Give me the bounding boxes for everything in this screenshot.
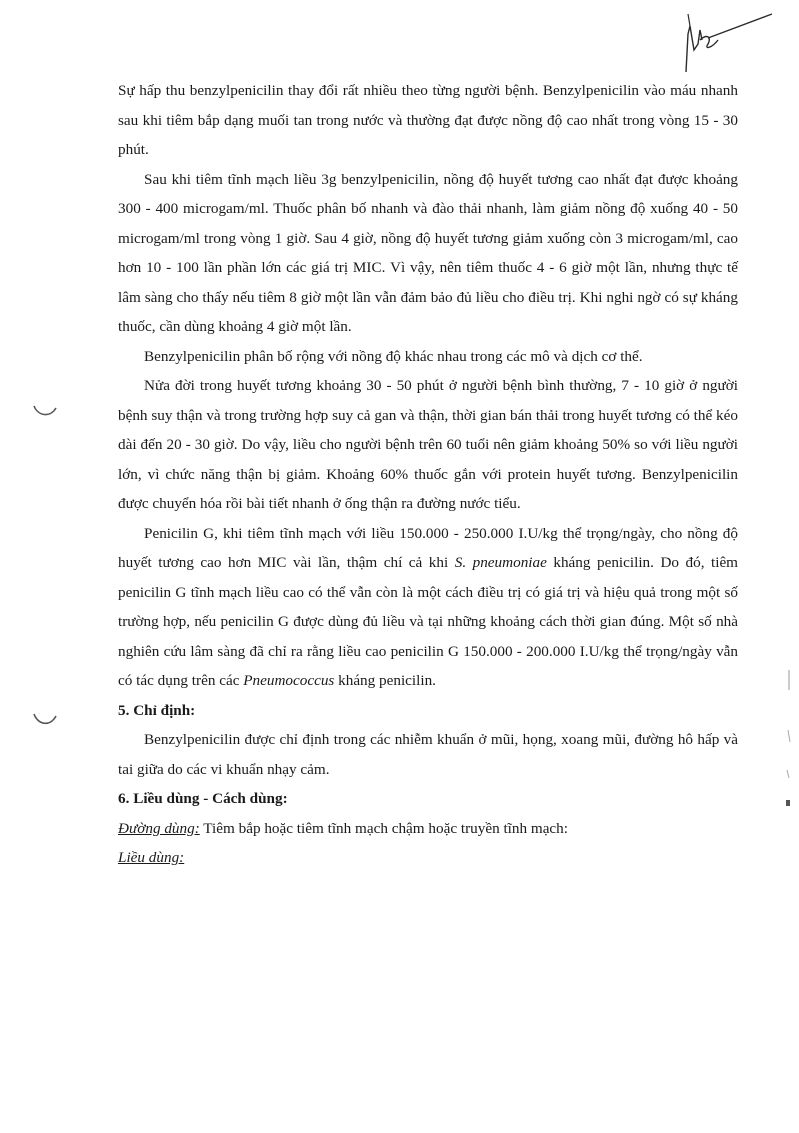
document-body [118, 76, 738, 873]
route-text: Tiêm bắp hoặc tiêm tĩnh mạch chậm hoặc truyền tĩnh mạch: [199, 819, 568, 837]
handwritten-initials [672, 4, 782, 84]
paragraph-half-life: Nửa đời trong huyết tương khoảng 30 - 50 phút ở người bệnh bình thường, 7 - 10 giờ ở người bệnh suy thận và trong trường hợp suy cả gan và thận, thời gian bán thải trong huyết tương có thể kéo dài đến 20 - 30 giờ. Do vậy, liều cho người bệnh trên 60 tuổi nên giảm khoảng 50% so với liều người lớn, vì chức năng thận bị giảm. Khoảng 60% thuốc gắn với protein huyết tương. Benzylpenicilin được chuyển hóa rồi bài tiết nhanh ở ống thận ra đường nước tiểu. [118, 377, 738, 512]
paragraph-distribution: Benzylpenicilin phân bố rộng với nồng độ khác nhau trong các mô và dịch cơ thể. [144, 347, 643, 365]
punch-mark-bottom [30, 710, 60, 730]
p5-genus-italic: Pneumococcus [243, 672, 335, 689]
p5-text-c: kháng penicilin. [334, 672, 436, 689]
dose-label: Liều dùng: [118, 849, 185, 866]
route-line [118, 814, 738, 844]
p5-text-a: Penicilin G, khi tiêm tĩnh mạch với liều 150.000 - 250.000 I.U/kg thể trọng/ngày, cho nồng độ huyết tương cao hơn MIC vài lần, thậm chí cả khi [118, 524, 738, 571]
section-5-text: Benzylpenicilin được chỉ định trong các nhiễm khuẩn ở mũi, họng, xoang mũi, đường hô hấp và tai giữa do các vi khuẩn nhạy cảm. [118, 731, 738, 778]
punch-mark-top [30, 402, 60, 420]
p5-text-b: kháng penicilin. Do đó, tiêm penicilin G tĩnh mạch liều cao có thể vẫn còn là một cách điều trị có giá trị và hiệu quả trong một số trường hợp, nếu penicilin G được dùng đủ liều và tại những khoảng cách thời gian đúng. Một số nhà nghiên cứu lâm sàng đã chỉ ra rằng liều cao penicilin G 150.000 - 200.000 I.U/kg thể trọng/ngày vẫn có tác dụng trên các [118, 554, 738, 689]
p5-species-italic: S. pneumoniae [454, 554, 547, 571]
section-5-heading: 5. Chỉ định: [118, 701, 196, 719]
dose-line [118, 843, 738, 873]
paragraph-penicillin-g [118, 519, 738, 696]
paragraph-absorption: Sự hấp thu benzylpenicilin thay đổi rất nhiều theo từng người bệnh. Benzylpenicilin vào máu nhanh sau khi tiêm bắp dạng muối tan trong nước và thường đạt được nồng độ cao nhất trong vòng 15 - 30 phút. [118, 82, 738, 158]
section-6-heading: 6. Liều dùng - Cách dùng: [118, 790, 288, 807]
route-label: Đường dùng: [118, 819, 200, 837]
paragraph-iv-concentration: Sau khi tiêm tĩnh mạch liều 3g benzylpenicilin, nồng độ huyết tương cao nhất đạt được khoảng 300 - 400 microgam/ml. Thuốc phân bố nhanh và đào thải nhanh, làm giảm nồng độ xuống 40 - 50 microgam/ml trong vòng 1 giờ. Sau 4 giờ, nồng độ huyết tương giảm xuống còn 3 microgam/ml, cao hơn 10 - 100 lần phần lớn các giá trị MIC. Vì vậy, nên tiêm thuốc 4 - 6 giờ một lần, nhưng thực tế lâm sàng cho thấy nếu tiêm 8 giờ một lần vẫn đảm bảo đủ liều cho điều trị. Khi nghi ngờ có sự kháng thuốc, cần dùng khoảng 4 giờ một lần. [118, 170, 738, 335]
scan-edge-marks [781, 660, 795, 820]
